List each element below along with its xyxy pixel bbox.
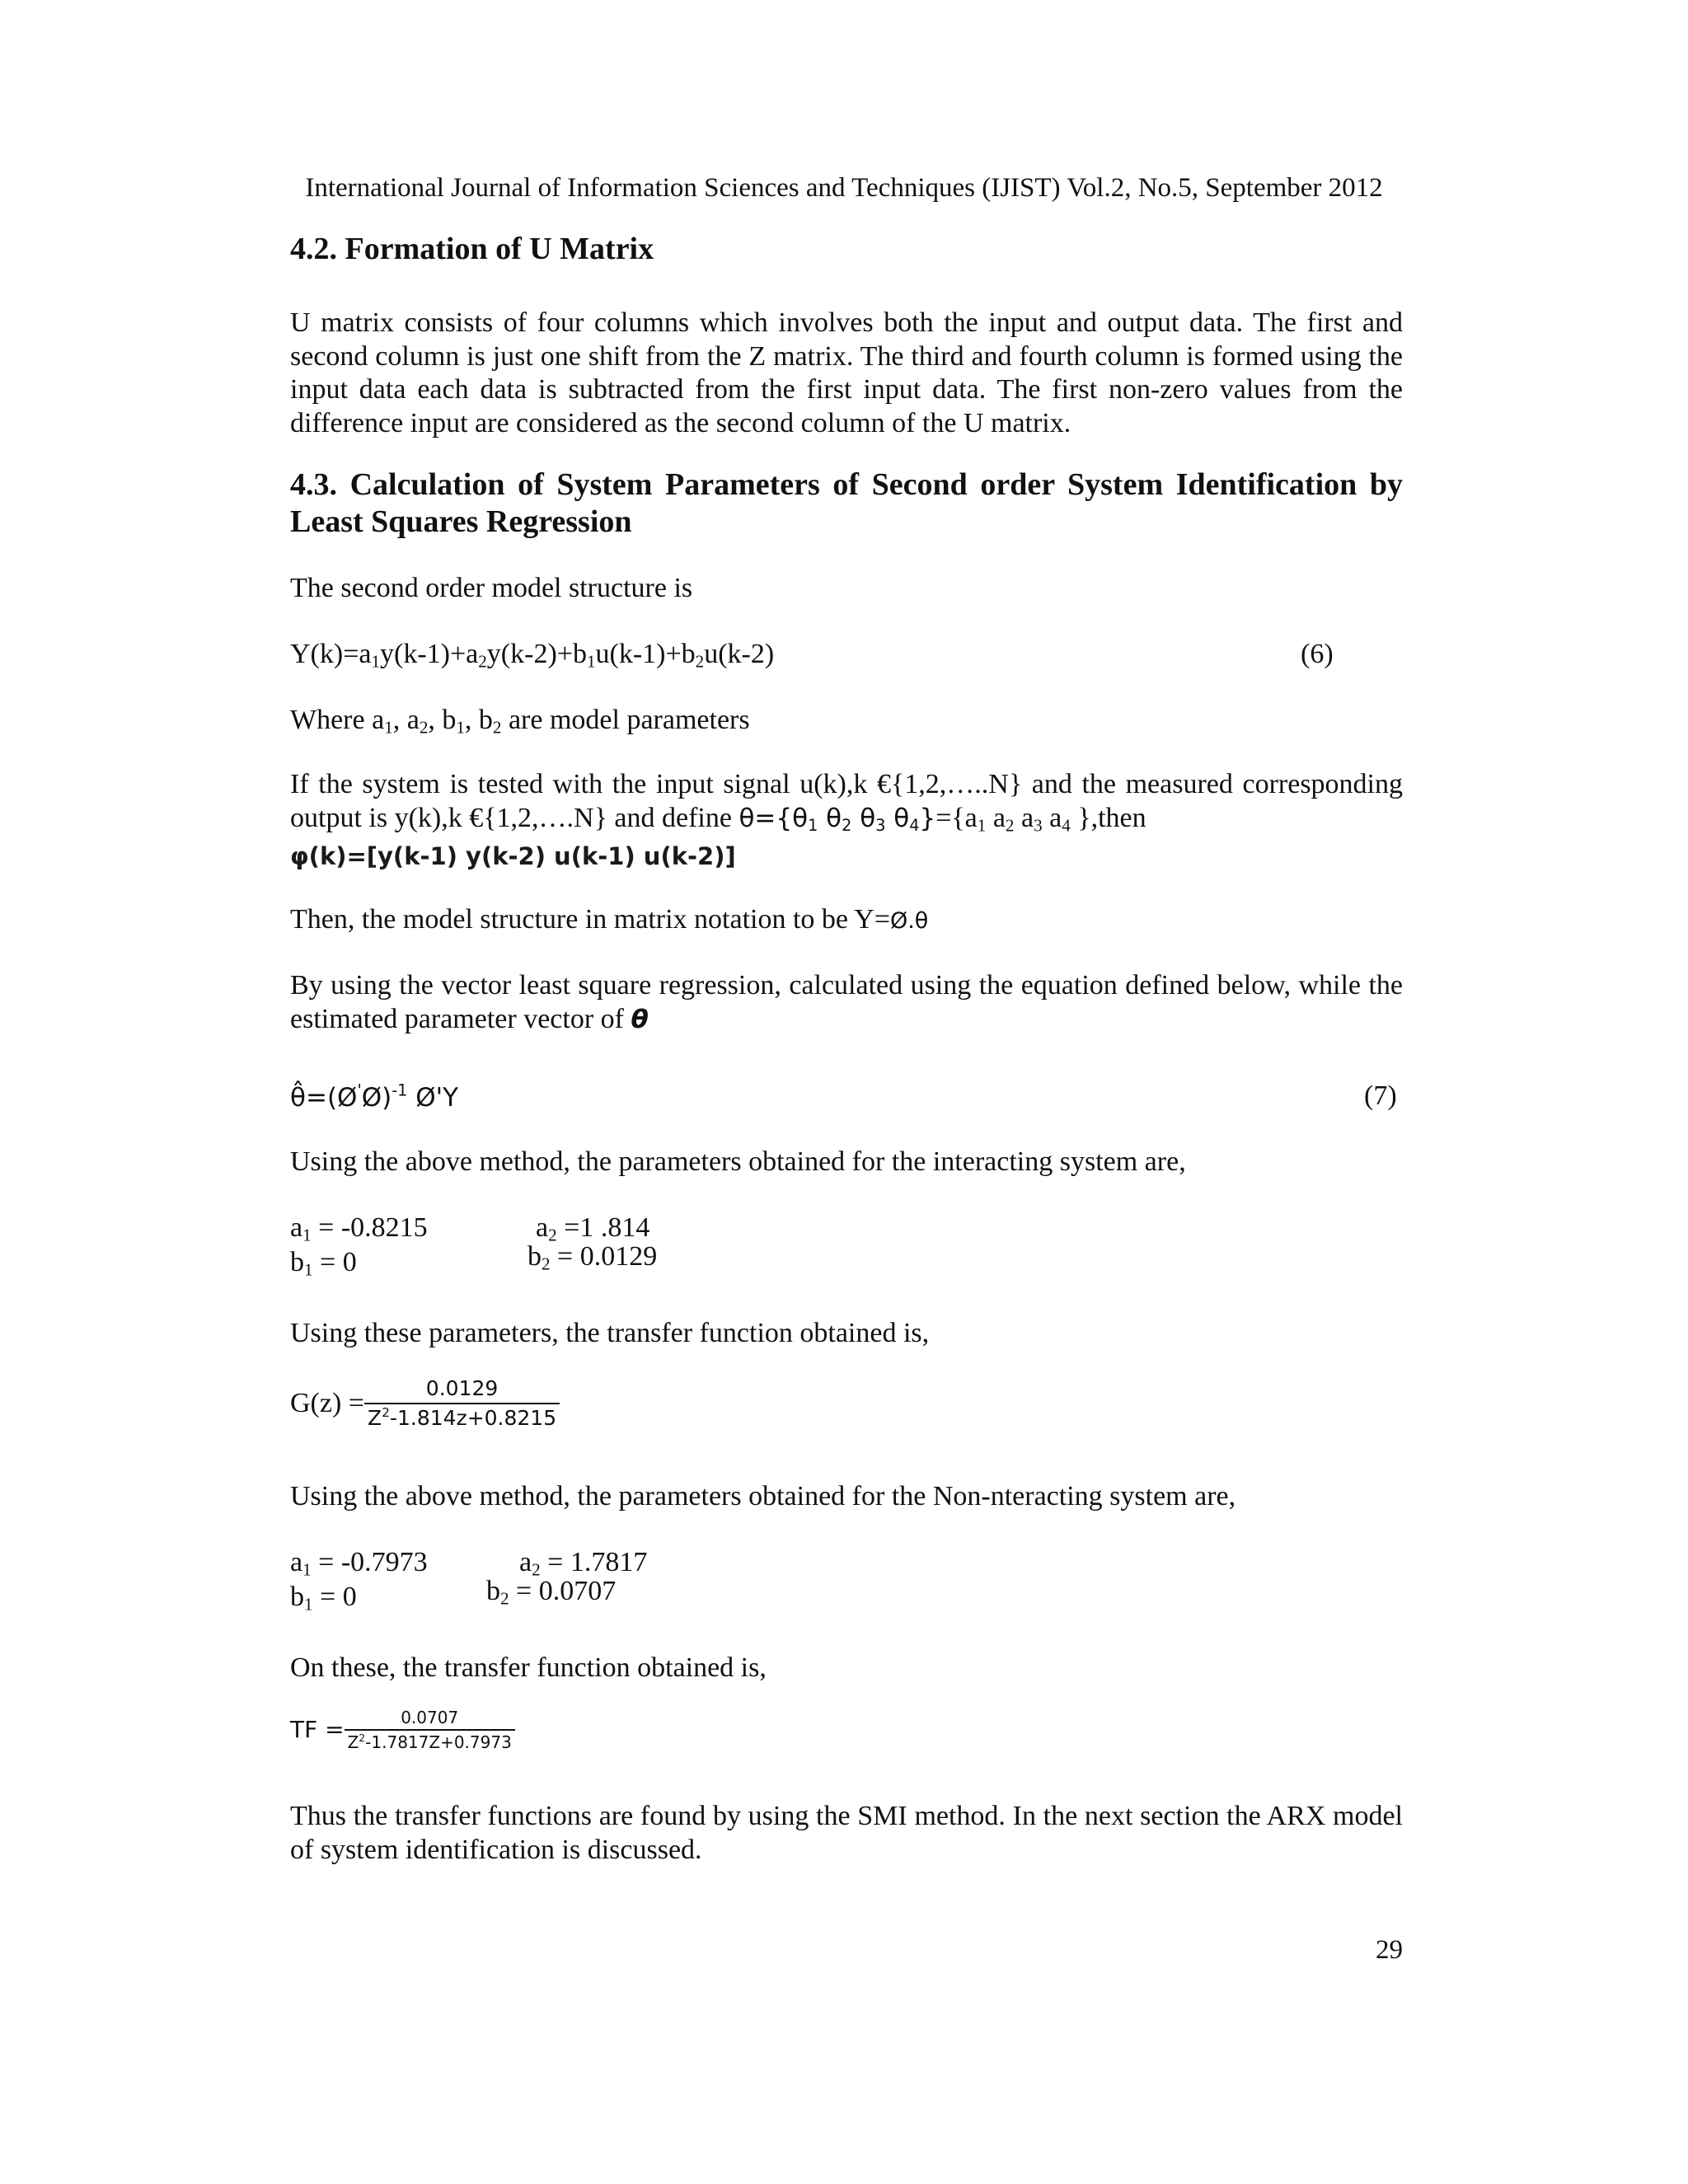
transfer-function-intro: Using these parameters, the transfer function obtained is, — [290, 1318, 930, 1348]
section-heading-4-3: 4.3. Calculation of System Parameters of Second order System Identification by Least Squares Regression — [290, 467, 1403, 539]
matrix-notation-line: Then, the model structure in matrix notation to be Y=Ø.θ — [290, 904, 929, 935]
interacting-b1: $b_1 = 0$ — [290, 1247, 357, 1280]
page-number: 29 — [1376, 1935, 1403, 1965]
equation-7: θ̂=(Ø'Ø)$^{-1}$ Ø'Y — [290, 1080, 459, 1113]
noninteracting-b2: $b_2 = 0.0707$ — [486, 1576, 617, 1609]
tf-fraction — [345, 1708, 515, 1752]
noninteracting-a2: $a_2 = 1.7817$ — [519, 1547, 648, 1580]
section-heading-4-2: 4.2. Formation of U Matrix — [290, 232, 654, 266]
paragraph-u-matrix: U matrix consists of four columns which involves both the input and output data. The first and second column is just one shift from the Z matrix. The third and fourth column is formed using the input data each data is subtracted from the first input data. The first non-zero values from the difference input are considered as the second column of the U matrix. — [290, 307, 1403, 438]
equation-6: $Y(k)=a_1y(k-1)+a_2y(k-2)+b_1u(k-1)+b_2u(k-2)$ — [290, 639, 775, 672]
noninteracting-a1: $a_1 = -0.7973$ — [290, 1547, 428, 1580]
noninteracting-b1: $b_1 = 0$ — [290, 1582, 357, 1615]
model-structure-intro: The second order model structure is — [290, 573, 693, 603]
transfer-function-gz: G(z) = $\frac{0.0129}{Z^2-1.814z+0.8215}$ — [290, 1376, 560, 1431]
conclusion-paragraph: Thus the transfer functions are found by using the SMI method. In the next section the ARX model of system identification is discussed. — [290, 1801, 1403, 1865]
interacting-system-intro: Using the above method, the parameters obtained for the interacting system are, — [290, 1146, 1186, 1177]
phi-vector: φ(k)=[y(k-1) y(k-2) u(k-1) u(k-2)] — [290, 842, 736, 870]
tf-numerator: 0.0707 — [401, 1708, 459, 1727]
transfer-function-tf: TF = $\frac{0.0707}{Z^2-1.7817Z+0.7973}$ — [290, 1708, 515, 1752]
tf-denominator: $Z^2-1.7817Z+0.7973$ — [345, 1729, 515, 1752]
gz-numerator: 0.0129 — [425, 1376, 499, 1400]
noninteracting-system-intro: Using the above method, the parameters obtained for the Non-nteracting system are, — [290, 1481, 1236, 1511]
equation-7-number: (7) — [1364, 1080, 1397, 1111]
gz-denominator: $Z^2-1.814z+0.8215$ — [364, 1403, 560, 1431]
test-signal-line-1: If the system is tested with the input signal u(k),k €{1,2,…..N} and the measured corresponding — [290, 769, 1403, 799]
interacting-b2: $b_2 = 0.0129$ — [528, 1241, 658, 1274]
interacting-a1: $a_1 = -0.8215$ — [290, 1212, 428, 1245]
interacting-a2: $a_2 =1$ .814 — [536, 1212, 650, 1245]
running-head: International Journal of Information Sciences and Techniques (IJIST) Vol.2, No.5, September 2012 — [305, 173, 1383, 203]
vector-least-squares-paragraph: By using the vector least square regression, calculated using the equation defined below, while the estimated parameter vector of θ — [290, 970, 1403, 1034]
test-signal-line-2: output is y(k),k €{1,2,….N} and define $\theta=\{\theta_1$ $\theta_2$ $\theta_3$ $\theta_4\}=\{a_1$ $a_2$ $a_3$ $a_4$ },then — [290, 803, 1146, 836]
transfer-function-2-intro: On these, the transfer function obtained is, — [290, 1652, 767, 1683]
equation-6-number: (6) — [1301, 639, 1334, 669]
parameters-definition: Where $a_1$, $a_2$, $b_1$, $b_2$ are model parameters — [290, 705, 750, 738]
gz-fraction — [364, 1376, 560, 1431]
